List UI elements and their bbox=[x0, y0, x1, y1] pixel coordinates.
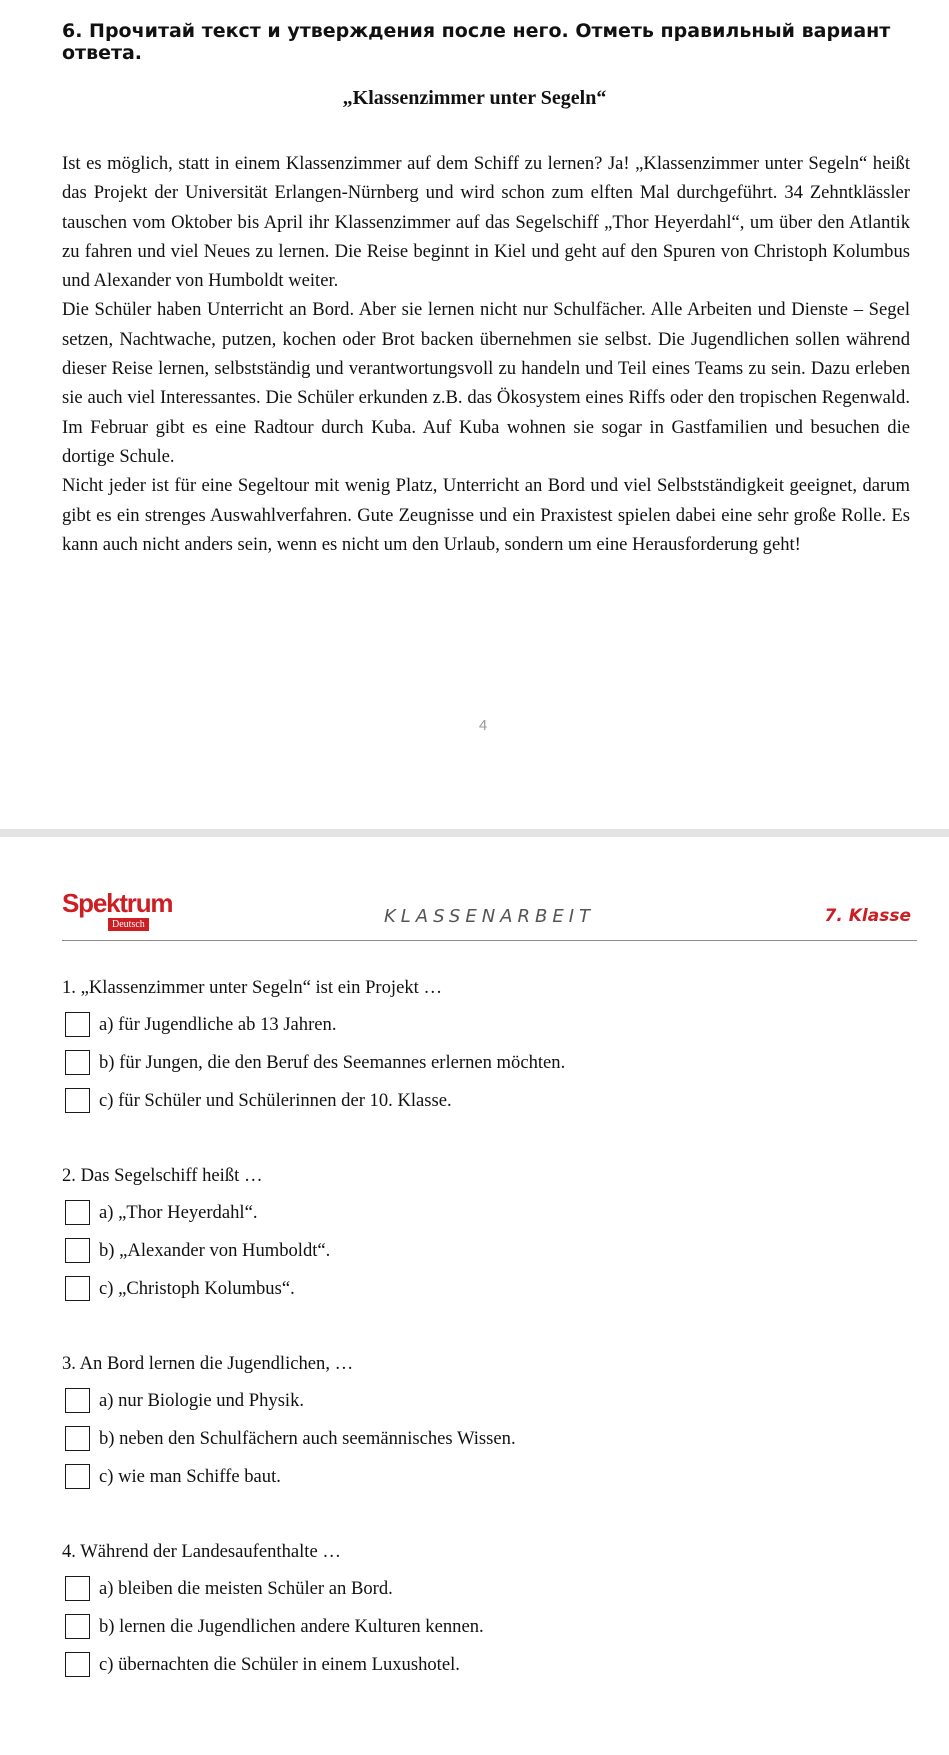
answer-checkbox[interactable] bbox=[65, 1576, 90, 1601]
reading-text bbox=[62, 149, 910, 559]
logo-subtitle: Deutsch bbox=[108, 918, 149, 931]
answer-checkbox[interactable] bbox=[65, 1088, 90, 1113]
option-label: b) „Alexander von Humboldt“. bbox=[99, 1240, 331, 1261]
question-1 bbox=[62, 976, 922, 1164]
option-1a bbox=[62, 1012, 922, 1050]
option-2c bbox=[62, 1276, 922, 1314]
option-4c bbox=[62, 1652, 922, 1690]
option-3c bbox=[62, 1464, 922, 1502]
answer-checkbox[interactable] bbox=[65, 1276, 90, 1301]
question-stem: 4. Während der Landesaufenthalte … bbox=[62, 1541, 341, 1562]
answer-checkbox[interactable] bbox=[65, 1012, 90, 1037]
task-heading: 6. Прочитай текст и утверждения после него. Отметь правильный вариант ответа. bbox=[62, 20, 891, 64]
grade-label: 7. Klasse bbox=[824, 906, 911, 926]
question-list bbox=[62, 976, 922, 1728]
answer-checkbox[interactable] bbox=[65, 1652, 90, 1677]
option-label: c) übernachten die Schüler in einem Luxushotel. bbox=[99, 1654, 460, 1675]
option-label: c) wie man Schiffe baut. bbox=[99, 1466, 281, 1487]
option-4a bbox=[62, 1576, 922, 1614]
paragraph: Nicht jeder ist für eine Segeltour mit wenig Platz, Unterricht an Bord und viel Selbstständigkeit geeignet, darum gibt es ein strenges Auswahlverfahren. Gute Zeugnisse und ein Praxistest spielen dabei eine sehr große Rolle. Es kann auch nicht anders sein, wenn es nicht um den Urlaub, sondern um eine Herausforderung geht! bbox=[62, 475, 910, 555]
option-2a bbox=[62, 1200, 922, 1238]
question-stem: 3. An Bord lernen die Jugendlichen, … bbox=[62, 1353, 354, 1374]
question-2 bbox=[62, 1164, 922, 1352]
option-3b bbox=[62, 1426, 922, 1464]
logo-word: Spektrum bbox=[62, 888, 173, 918]
answer-checkbox[interactable] bbox=[65, 1464, 90, 1489]
answer-checkbox[interactable] bbox=[65, 1388, 90, 1413]
sheet-label: KLASSENARBEIT bbox=[383, 906, 596, 927]
answer-checkbox[interactable] bbox=[65, 1050, 90, 1075]
option-label: c) für Schüler und Schülerinnen der 10. Klasse. bbox=[99, 1090, 452, 1111]
question-3 bbox=[62, 1352, 922, 1540]
option-label: b) neben den Schulfächern auch seemännisches Wissen. bbox=[99, 1428, 516, 1449]
paragraph: Ist es möglich, statt in einem Klassenzimmer auf dem Schiff zu lernen? Ja! „Klassenzimmer unter Segeln“ heißt das Projekt der Universität Erlangen-Nürnberg und wird schon zum elften Mal durchgeführt. 34 Zehntklässler tauschen vom Oktober bis April ihr Klassenzimmer auf das Segelschiff „Thor Heyerdahl“, um über den Atlantik zu fahren und viel Neues zu lernen. Die Reise beginnt in Kiel und geht auf den Spuren von Christoph Kolumbus und Alexander von Humboldt weiter. bbox=[62, 153, 910, 292]
page-separator bbox=[0, 829, 949, 837]
question-4 bbox=[62, 1540, 922, 1728]
option-2b bbox=[62, 1238, 922, 1276]
question-stem: 1. „Klassenzimmer unter Segeln“ ist ein Projekt … bbox=[62, 977, 443, 998]
answer-checkbox[interactable] bbox=[65, 1238, 90, 1263]
option-label: a) „Thor Heyerdahl“. bbox=[99, 1202, 258, 1223]
option-label: b) für Jungen, die den Beruf des Seemannes erlernen möchten. bbox=[99, 1052, 566, 1073]
option-label: a) nur Biologie und Physik. bbox=[99, 1390, 305, 1411]
option-label: a) für Jugendliche ab 13 Jahren. bbox=[99, 1014, 337, 1035]
option-3a bbox=[62, 1388, 922, 1426]
text-title: „Klassenzimmer unter Segeln“ bbox=[342, 87, 607, 109]
option-label: c) „Christoph Kolumbus“. bbox=[99, 1278, 295, 1299]
option-label: b) lernen die Jugendlichen andere Kulturen kennen. bbox=[99, 1616, 484, 1637]
worksheet-header bbox=[62, 888, 917, 941]
question-stem: 2. Das Segelschiff heißt … bbox=[62, 1165, 263, 1186]
paragraph: Die Schüler haben Unterricht an Bord. Aber sie lernen nicht nur Schulfächer. Alle Arbeiten und Dienste – Segel setzen, Nachtwache, putzen, kochen oder Brot backen übernehmen sie selbst. Die Jugendlichen sollen während dieser Reise lernen, selbstständig und verantwortungsvoll zu handeln und Teil eines Teams zu sein. Dazu erleben sie auch viel Interessantes. Die Schüler erkunden z.B. das Ökosystem eines Riffs oder den tropischen Regenwald. Im Februar gibt es eine Radtour durch Kuba. Auf Kuba wohnen sie sogar in Gastfamilien und besuchen die dortige Schule. bbox=[62, 299, 910, 467]
answer-checkbox[interactable] bbox=[65, 1200, 90, 1225]
option-1b bbox=[62, 1050, 922, 1088]
page-number: 4 bbox=[478, 717, 488, 734]
option-label: a) bleiben die meisten Schüler an Bord. bbox=[99, 1578, 393, 1599]
answer-checkbox[interactable] bbox=[65, 1426, 90, 1451]
option-4b bbox=[62, 1614, 922, 1652]
answer-checkbox[interactable] bbox=[65, 1614, 90, 1639]
option-1c bbox=[62, 1088, 922, 1126]
